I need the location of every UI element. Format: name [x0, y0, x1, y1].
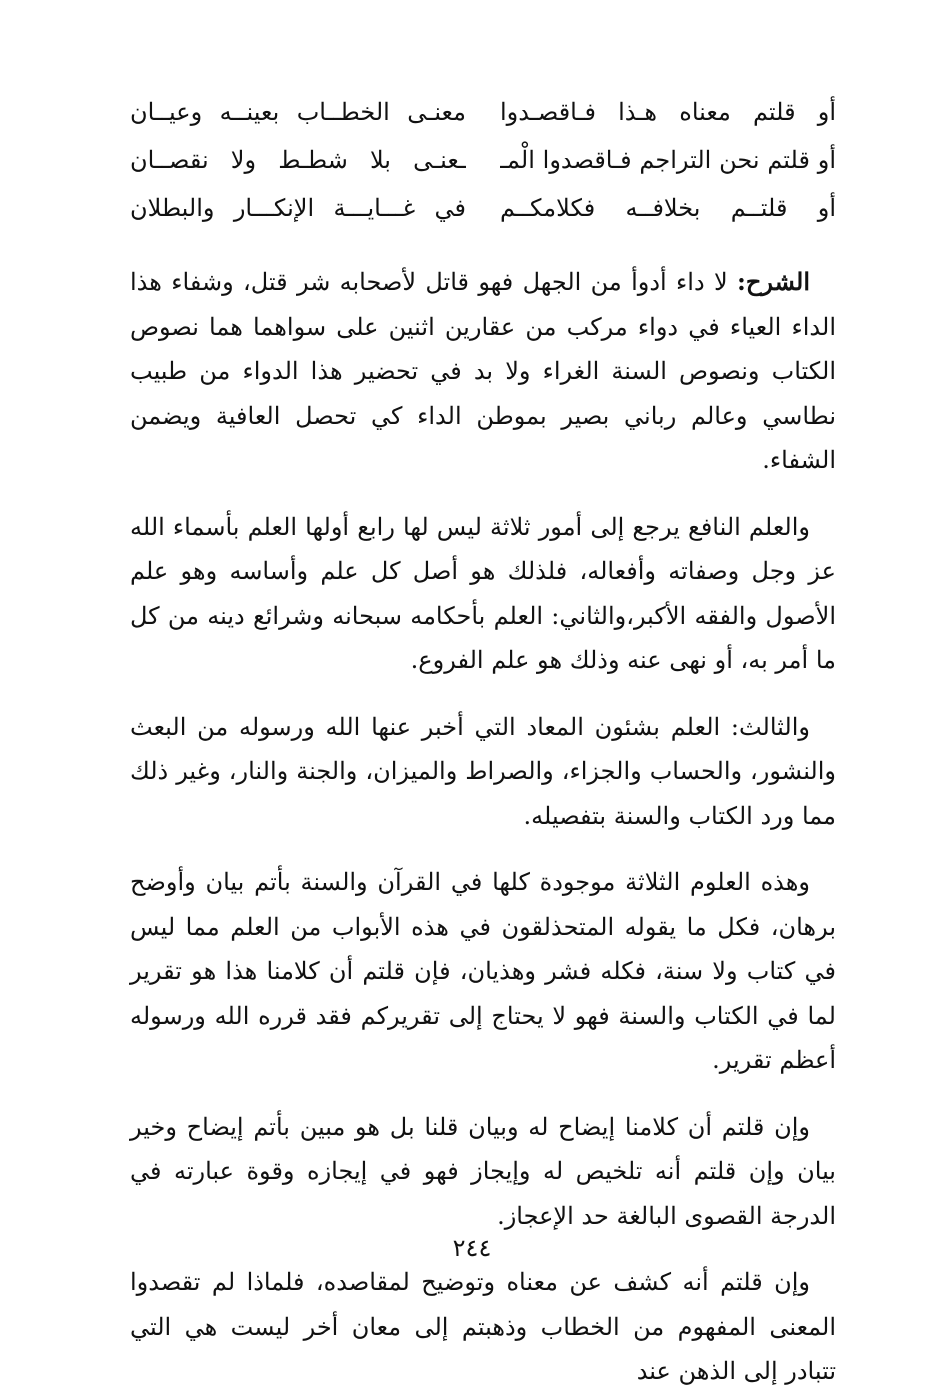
body-paragraph: وهذه العلوم الثلاثة موجودة كلها في القرآن والسنة بأتم بيان وأوضح برهان، فكل ما يقوله المتحذلقون في هذه الأبواب من العلم مما ليس في كتاب ولا سنة، فكله فشر وهذيان، فإن قلتم أن كلامنا هذا هو تقرير لما في الكتاب والسنة فهو لا يحتاج إلى تقريركم فقد قرره الله ورسوله أعظم تقرير. — [130, 868, 837, 1074]
verse-second-hemistich: معنـى الخطــاب بعينــه وعيــان — [130, 98, 466, 126]
verse-first-hemistich: أو قلتم معناه هـذا فـاقصـدوا — [500, 98, 836, 126]
commentary-paragraph — [130, 260, 836, 483]
verse-first-hemistich: أو قلتم نحن التراجم فـاقصدوا الْمـ — [500, 146, 836, 174]
body-paragraph: وإن قلتم أنه كشف عن معناه وتوضيح لمقاصده، فلماذا لم تقصدوا المعنى المفهوم من الخطاب وذهبتم إلى معان أخر ليست هي التي تتبادر إلى الذهن عند — [130, 1268, 836, 1385]
verse-second-hemistich: ـعنـى بلا شطـط ولا نقصــان — [130, 146, 466, 174]
verse-line — [130, 88, 836, 136]
poem-verses — [130, 88, 836, 232]
body-paragraph: والعلم النافع يرجع إلى أمور ثلاثة ليس لها رابع أولها العلم بأسماء الله عز وجل وصفاته وأفعاله، فلذلك هو أصل كل علم وأساسه وهو علم الأصول والفقه الأكبر،والثاني: العلم بأحكامه سبحانه وشرائع دينه من كل ما أمر به، أو نهى عنه وذلك هو علم الفروع. — [130, 512, 836, 674]
page-body — [130, 88, 836, 1394]
page-number: ٢٤٤ — [452, 1234, 492, 1262]
verse-first-hemistich: أو قلتــم بخلافــه فكلامكــم — [500, 194, 836, 222]
body-paragraph: والثالث: العلم بشئون المعاد التي أخبر عنها الله ورسوله من البعث والنشور، والحساب والجزاء، والصراط والميزان، والجنة والنار، وغير ذلك مما ورد الكتاب والسنة بتفصيله. — [130, 712, 836, 830]
body-paragraph: وإن قلتم أن كلامنا إيضاح له وبيان قلنا بل هو مبين بأتم إيضاح وخير بيان وإن قلتم أنه تلخيص له وإيجاز فهو في إيجازه وقوة عبارته في الدرجة القصوى البالغة حد الإعجاز. — [130, 1112, 836, 1230]
verse-line — [130, 136, 836, 184]
commentary-text: لا داء أدوأ من الجهل فهو قاتل لأصحابه شر قتل، وشفاء هذا الداء العياء في دواء مركب من عقارين اثنين على سواهما هما نصوص الكتاب ونصوص السنة الغراء ولا بد في تحضير هذا الدواء من طبيب نطاسي وعالم رباني بصير بموطن الداء كي تحصل العافية ويضمن الشفاء. — [130, 268, 836, 474]
verse-line — [130, 184, 836, 232]
commentary-heading: الشرح: — [737, 267, 810, 296]
verse-second-hemistich: في غـــايـــة الإنكـــار والبطلان — [130, 194, 466, 222]
